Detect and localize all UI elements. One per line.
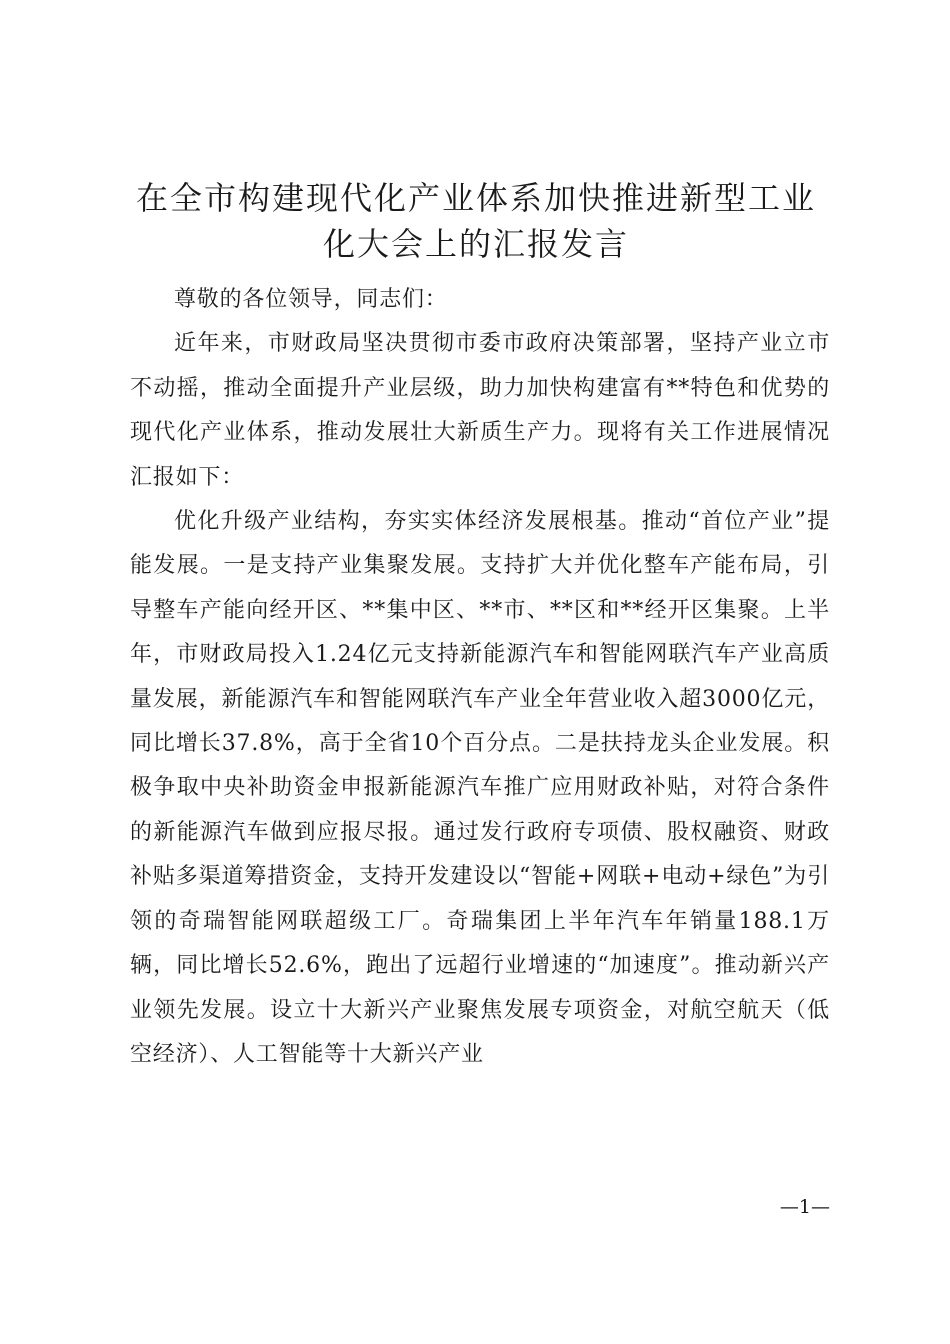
document-body — [130, 278, 830, 1077]
salutation-paragraph: 尊敬的各位领导，同志们： — [174, 287, 448, 312]
page-number: —1— — [779, 1196, 830, 1218]
industry-structure-paragraph: 优化升级产业结构，夯实实体经济发展根基。推动“首位产业”提能发展。一是支持产业集聚发展。支持扩大并优化整车产能布局，引导整车产能向经开区、**集中区、**市、**区和**经开区集聚。上半年，市财政局投入1.24亿元支持新能源汽车和智能网联汽车产业高质量发展，新能源汽车和智能网联汽车产业全年营业收入超3000亿元，同比增长37.8%，高于全省10个百分点。二是扶持龙头企业发展。积极争取中央补助资金申报新能源汽车推广应用财政补贴，对符合条件的新能源汽车做到应报尽报。通过发行政府专项债、股权融资、财政补贴多渠道筹措资金，支持开发建设以“智能+网联+电动+绿色”为引领的奇瑞智能网联超级工厂。奇瑞集团上半年汽车年销量188.1万辆，同比增长52.6%，跑出了远超行业增速的“加速度”。推动新兴产业领先发展。设立十大新兴产业聚焦发展专项资金，对航空航天（低空经济）、人工智能等十大新兴产业 — [130, 509, 830, 1067]
intro-paragraph: 近年来，市财政局坚决贯彻市委市政府决策部署，坚持产业立市不动摇，推动全面提升产业层级，助力加快构建富有**特色和优势的现代化产业体系，推动发展壮大新质生产力。现将有关工作进展情况汇报如下： — [130, 331, 830, 490]
document-title: 在全市构建现代化产业体系加快推进新型工业化大会上的汇报发言 — [135, 179, 816, 263]
